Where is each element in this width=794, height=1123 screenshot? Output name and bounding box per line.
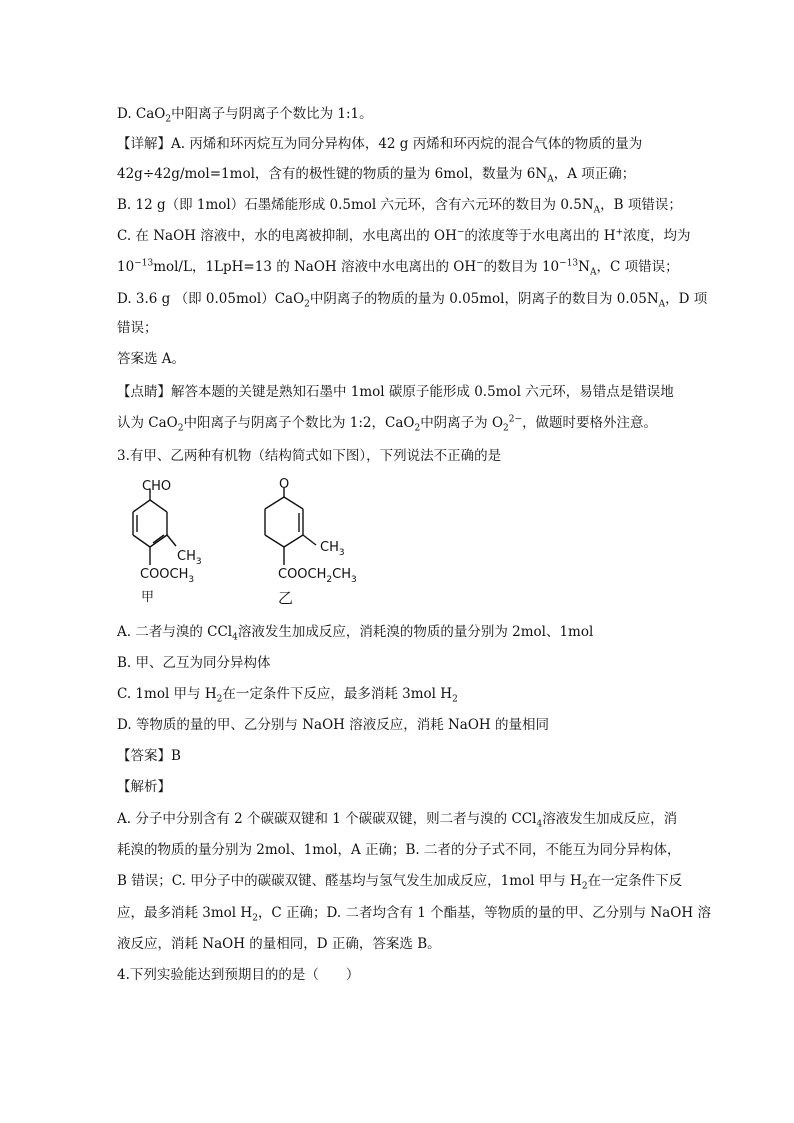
option-a: A. 二者与溴的 CCl$_4$溶液发生加成反应，消耗溴的物质的量分别为 2mol、1mol (117, 624, 594, 643)
question-3-stem: 3.有甲、乙两种有机物（结构简式如下图），下列说法不正确的是 (117, 448, 502, 464)
tip-line: 认为 CaO$_2$中阳离子与阴离子个数比为 1:2，CaO$_2$中阴离子为 $O_2^{2-}$，做题时要格外注意。 (117, 414, 658, 434)
option-d: D. 等物质的量的甲、乙分别与 NaOH 溶液反应，消耗 NaOH 的量相同 (117, 717, 549, 733)
explanation-line: 【详解】A. 丙烯和环丙烷互为同分异构体，42 g 丙烯和环丙烷的混合气体的物质的量为 (117, 136, 643, 152)
explanation-line: 42g÷42g/mol=1mol，含有的极性键的物质的量为 6mol，数量为 $6N_A$，A 项正确； (117, 166, 636, 185)
molecule-jia (133, 489, 176, 565)
answer-label: 【答案】B (117, 748, 181, 764)
molecule-name-jia: 甲 (141, 590, 155, 605)
explanation-line: 错误； (117, 320, 158, 336)
analysis-line: 耗溴的物质的量分别为 2mol、1mol，A 正确；B. 二者的分子式不同，不能互为同分异构体， (117, 842, 681, 858)
explanation-line: B. 12 g（即 1mol）石墨烯能形成 0.5mol 六元环，含有六元环的数目为 $0.5N_A$，B 项错误； (117, 197, 682, 216)
cho-label: CHO (142, 479, 172, 494)
explanation-line: $10^{-13}mol/L$，1LpH=13 的 NaOH 溶液中水电离出的 OH−的数目为 $10^{-13}N_A$，C 项错误； (117, 258, 679, 278)
ester-label: $COOCH_3$ (140, 567, 195, 585)
tip-line: 【点睛】解答本题的关键是熟知石墨中 1mol 碳原子能形成 0.5mol 六元环，易错点是错误地 (117, 384, 674, 400)
analysis-line: B 错误；C. 甲分子中的碳碳双键、醛基均与氢气发生加成反应，1mol 甲与 $H_2$在一定条件下反 (117, 873, 683, 892)
ch3-label: $CH_3$ (177, 549, 202, 567)
option-d-prev: D. CaO$_2$中阳离子与阴离子个数比为 1:1。 (117, 106, 373, 125)
option-c: C. 1mol 甲与 $H_2$在一定条件下反应，最多消耗 3mol $H_2$ (117, 686, 458, 705)
ester-label: $COOCH_2CH_3$ (278, 567, 357, 585)
option-b: B. 甲、乙互为同分异构体 (117, 655, 271, 671)
analysis-line: A. 分子中分别含有 2 个碳碳双键和 1 个碳碳双键，则二者与溴的 CCl$_4$溶液发生加成反应，消 (117, 811, 678, 830)
analysis-line: 液反应，消耗 NaOH 的量相同，D 正确，答案选 B。 (117, 936, 441, 952)
structure-diagram (110, 475, 400, 610)
explanation-line: D. 3.6 g （即 0.05mol）CaO$_2$中阴离子的物质的量为 0.05mol，阴离子的数目为 $0.05N_A$，D 项 (117, 291, 708, 310)
ketone-label: O (279, 477, 290, 492)
ch3-label: $CH_3$ (320, 540, 345, 558)
analysis-label: 【解析】 (117, 779, 171, 795)
question-4-stem: 4.下列实验能达到预期目的的是（ ） (117, 967, 360, 983)
explanation-line: C. 在 NaOH 溶液中，水的电离被抑制，水电离出的 OH−的浓度等于水电离出的 H+浓度，均为 (117, 227, 691, 244)
molecule-yi (265, 488, 316, 565)
molecule-name-yi: 乙 (278, 589, 294, 607)
answer-line: 答案选 A。 (117, 351, 186, 367)
analysis-line: 应，最多消耗 3mol $H_2$，C 正确；D. 二者均含有 1 个酯基，等物质的量的甲、乙分别与 NaOH 溶 (117, 905, 711, 924)
